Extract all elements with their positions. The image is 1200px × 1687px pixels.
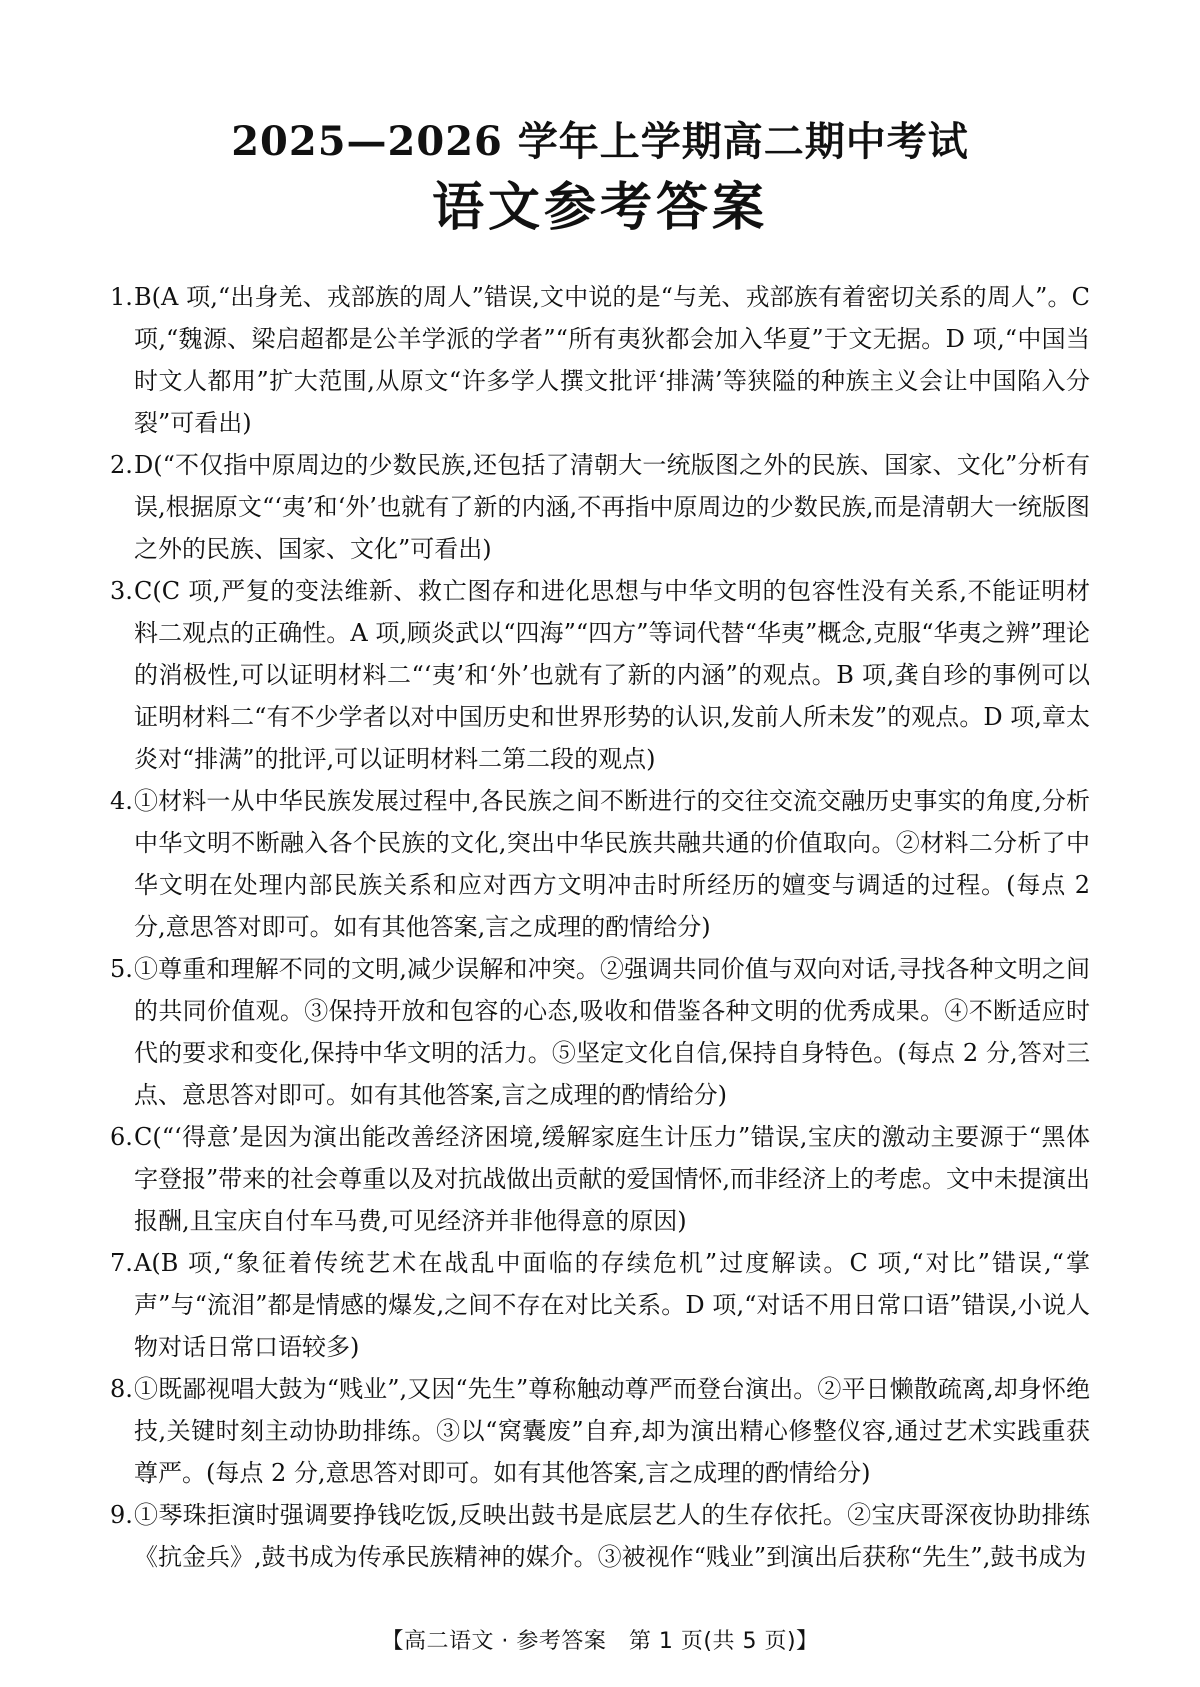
page-footer: 【高二语文 · 参考答案 第 1 页(共 5 页)】 <box>381 1629 819 1654</box>
answer-number: 6. <box>110 1123 133 1151</box>
answer-item-4 <box>110 780 1090 948</box>
answer-text: C(“‘得意’是因为演出能改善经济困境,缓解家庭生计压力”错误,宝庆的激动主要源于“黑体字登报”带来的社会尊重以及对抗战做出贡献的爱国情怀,而非经济上的考虑。文中未提演出报酬,且宝庆自付车马费,可见经济并非他得意的原因) <box>134 1123 1090 1235</box>
answer-number: 8. <box>110 1375 133 1403</box>
exam-title: 2025—2026 学年上学期高二期中考试 <box>231 118 969 165</box>
answer-text: B(A 项,“出身羌、戎部族的周人”错误,文中说的是“与羌、戎部族有着密切关系的周人”。C 项,“魏源、梁启超都是公羊学派的学者”“所有夷狄都会加入华夏”于文无据。D 项,“中国当时文人都用”扩大范围,从原文“许多学人撰文批评‘排满’等狭隘的种族主义会让中国陷入分裂”可看出) <box>134 283 1090 437</box>
answer-number: 9. <box>110 1501 133 1529</box>
answer-text: D(“不仅指中原周边的少数民族,还包括了清朝大一统版图之外的民族、国家、文化”分析有误,根据原文“‘夷’和‘外’也就有了新的内涵,不再指中原周边的少数民族,而是清朝大一统版图之外的民族、国家、文化”可看出) <box>134 451 1090 563</box>
answer-number: 5. <box>110 955 133 983</box>
answer-number: 4. <box>110 787 133 815</box>
answer-item-1 <box>110 276 1090 444</box>
answer-item-7 <box>110 1242 1090 1368</box>
answer-number: 7. <box>110 1249 133 1277</box>
answer-item-5 <box>110 948 1090 1116</box>
answer-text: ①材料一从中华民族发展过程中,各民族之间不断进行的交往交流交融历史事实的角度,分析中华文明不断融入各个民族的文化,突出中华民族共融共通的价值取向。②材料二分析了中华文明在处理内部民族关系和应对西方文明冲击时所经历的嬗变与调适的过程。(每点 2 分,意思答对即可。如有其他答案,言之成理的酌情给分) <box>134 787 1090 941</box>
answer-text: ①尊重和理解不同的文明,减少误解和冲突。②强调共同价值与双向对话,寻找各种文明之间的共同价值观。③保持开放和包容的心态,吸收和借鉴各种文明的优秀成果。④不断适应时代的要求和变化,保持中华文明的活力。⑤坚定文化自信,保持自身特色。(每点 2 分,答对三点、意思答对即可。如有其他答案,言之成理的酌情给分) <box>134 955 1090 1109</box>
answer-item-3 <box>110 570 1090 780</box>
answer-text: ①既鄙视唱大鼓为“贱业”,又因“先生”尊称触动尊严而登台演出。②平日懒散疏离,却身怀绝技,关键时刻主动协助排练。③以“窝囊废”自弃,却为演出精心修整仪容,通过艺术实践重获尊严。(每点 2 分,意思答对即可。如有其他答案,言之成理的酌情给分) <box>134 1375 1090 1487</box>
answer-item-9 <box>110 1494 1090 1578</box>
answer-number: 1. <box>110 283 133 311</box>
answer-number: 2. <box>110 451 133 479</box>
answer-text: C(C 项,严复的变法维新、救亡图存和进化思想与中华文明的包容性没有关系,不能证明材料二观点的正确性。A 项,顾炎武以“四海”“四方”等词代替“华夷”概念,克服“华夷之辨”理论的消极性,可以证明材料二“‘夷’和‘外’也就有了新的内涵”的观点。B 项,龚自珍的事例可以证明材料二“有不少学者以对中国历史和世界形势的认识,发前人所未发”的观点。D 项,章太炎对“排满”的批评,可以证明材料二第二段的观点) <box>134 577 1090 773</box>
answer-text: ①琴珠拒演时强调要挣钱吃饭,反映出鼓书是底层艺人的生存依托。②宝庆哥深夜协助排练《抗金兵》,鼓书成为传承民族精神的媒介。③被视作“贱业”到演出后获称“先生”,鼓书成为 <box>134 1501 1090 1571</box>
answer-item-8 <box>110 1368 1090 1494</box>
document-subtitle: 语文参考答案 <box>431 177 768 238</box>
answer-number: 3. <box>110 577 133 605</box>
answer-item-2 <box>110 444 1090 570</box>
answer-text: A(B 项,“象征着传统艺术在战乱中面临的存续危机”过度解读。C 项,“对比”错误,“掌声”与“流泪”都是情感的爆发,之间不存在对比关系。D 项,“对话不用日常口语”错误,小说人物对话日常口语较多) <box>134 1249 1090 1361</box>
title-block <box>0 118 1200 240</box>
answer-item-6 <box>110 1116 1090 1242</box>
answer-list <box>110 276 1090 1578</box>
